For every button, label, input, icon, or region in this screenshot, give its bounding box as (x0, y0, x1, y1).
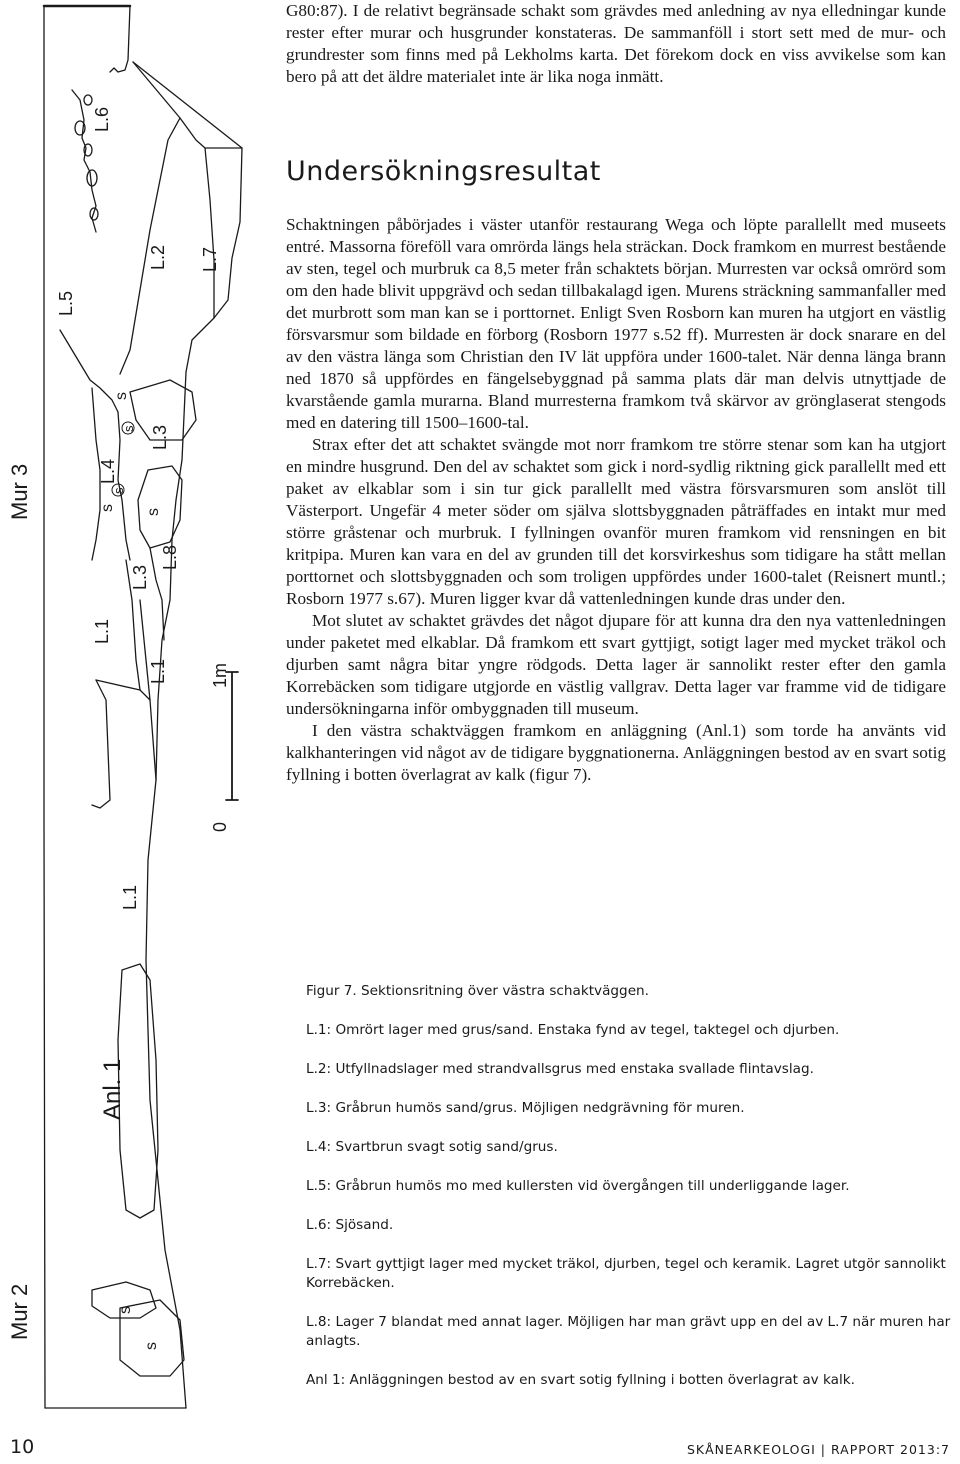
drawing-label-mur3: Mur 3 (7, 463, 32, 520)
body-text (286, 214, 946, 786)
drawing-label-mur2: Mur 2 (7, 1283, 32, 1340)
section-drawing (0, 0, 270, 1420)
legend-item: L.8: Lager 7 blandat med annat lager. Möjligen har man grävt upp en del av L.7 när muren har anlagts. (306, 1314, 951, 1349)
stone-label: s (121, 425, 136, 432)
wall-lower (92, 680, 110, 808)
paragraph: Strax efter det att schaktet svängde mot norr framkom tre större stenar som kan ha utgjort en mindre husgrund. Den del av schaktet som gick i nord-sydlig riktning gick parallellt med ett paket av elkablar som i sin tur gick parallellt med västra försvarsmuren som anslöt till Västerport. Ungefär 4 meter söder om själva slottsbyggnaden påträffades en intakt mur med större gråstenar och murbruk. I fyllningen ovanför muren framkom vid rensningen en bit kritpipa. Muren kan vara en del av grunden till det korsvirkeshus som tidigare ha stått mellan porttornet och slottsbyggnaden och som troligen uppfördes under 1600-talet (Reisnert muntl.; Rosborn 1977 s.67). Muren ligger kvar då vattenledningen kunde dras under den. (286, 435, 946, 608)
figure-caption-title: Figur 7. Sektionsritning över västra schaktväggen. (306, 983, 649, 999)
stone-label: s (113, 392, 130, 400)
section-heading: Undersökningsresultat (286, 156, 601, 187)
legend-item: L.5: Gråbrun humös mo med kullersten vid övergången till underliggande lager. (306, 1178, 850, 1194)
paragraph: Schaktningen påbörjades i väster utanför restaurang Wega och löpte parallellt med museets entré. Massorna föreföll vara omrörda längs hela sträckan. Dock framkom en murrest bestående av sten, tegel och murbruk ca 8,5 meter från schaktets början. Murresten var också omrörd som om den hade blivit uppgrävd och sedan tillbakalagd igen. Murens sträckning sammanfaller med det murbrott som man kan se i porttornet. Enligt Sven Rosborn kan muren ha utgjort en västlig försvarsmur som bildade en förborg (Rosborn 1977 s.52 ff). Murresten är dock snarare en del av den västra länga som Christian den IV lät uppföra under 1600-talet. När denna länga brann ned 1870 så uppfördes en fängelsebyggnad på samma plats där man delvis utnyttjade de kvarstående gamla murarna. Bland murresterna framkom två skärvor av grönglaserat stengods med en datering till 1500–1600-tal. (286, 215, 946, 432)
stone-label: s (143, 1342, 160, 1350)
scale-bar (226, 672, 238, 800)
scale-label-1m: 1m (210, 662, 230, 688)
layer-line-l5 (60, 330, 118, 412)
stone-label: s (117, 1306, 134, 1314)
layer-line-l3b (140, 600, 150, 700)
section-left-edge (44, 6, 45, 1408)
legend-item: L.4: Svartbrun svagt sotig sand/grus. (306, 1139, 558, 1155)
layer-line-l1 (96, 680, 156, 780)
drawing-label-l3-lower: L.3 (130, 564, 150, 590)
legend-item: L.3: Gråbrun humös sand/grus. Möjligen nedgrävning för muren. (306, 1100, 745, 1116)
legend-item: L.2: Utfyllnadslager med strandvallsgrus med enstaka svallade flintavslag. (306, 1061, 814, 1077)
footer-publication: SKÅNEARKEOLOGI | RAPPORT 2013:7 (687, 1442, 950, 1457)
drawing-label-l7: L.7 (200, 246, 220, 272)
layer-line-l7 (205, 148, 214, 318)
legend-item: L.7: Svart gyttjigt lager med mycket träkol, djurben, tegel och keramik. Lagret utgör sannolikt Korrebäcken. (306, 1256, 946, 1291)
layer-line-l6 (110, 6, 130, 72)
drawing-label-l1-mid: L.1 (92, 618, 112, 644)
drawing-label-l8: L.8 (160, 544, 180, 570)
page-footer (0, 1420, 960, 1464)
drawing-label-l2: L.2 (148, 244, 168, 270)
paragraph: Mot slutet av schaktet grävdes det något djupare för att kunna dra den nya vattenledningen under paketet med elkablar. Då framkom ett svart gyttjigt, sotigt lager med mycket träkol och djurben samt några bitar yngre rödgods. Detta lager är sannolikt rester efter den gamla Korrebäcken som tidigare utgjorde en västlig vallgrav. Detta lager var framme vid de tidigare undersökningarna inför ombyggnaden till museum. (286, 611, 946, 718)
scale-label-0: 0 (210, 821, 230, 832)
page-number: 10 (10, 1436, 35, 1458)
intro-paragraph: G80:87). I de relativt begränsade schakt som grävdes med anledning av nya elledningar kunde rester efter murar och husgrunder konstateras. De sammanföll i stort sett med de mur- och grundrester som finns med på Lekholms karta. Det förekom dock en viss avvikelse som kan bero på att det äldre materialet inte är lika noga inmätt. (286, 1, 946, 86)
stone-label: s (99, 504, 116, 512)
drawing-label-l1-lower: L.1 (120, 884, 140, 910)
drawing-label-l1-right: L.1 (148, 658, 168, 684)
drawing-label-l6: L.6 (92, 106, 112, 132)
paragraph: I den västra schaktväggen framkom en anläggning (Anl.1) som torde ha använts vid kalkhanteringen vid något av de tidigare byggnationerna. Anläggningen bestod av en svart sotig fyllning i botten överlagrat av kalk (figur 7). (286, 721, 946, 784)
drawing-label-l5: L.5 (56, 290, 76, 316)
stone-label: s (111, 487, 126, 494)
drawing-label-anl1: Anl. 1 (99, 1058, 126, 1120)
stone-label: s (145, 508, 162, 516)
drawing-label-l4: L.4 (98, 458, 118, 484)
legend-item: Anl 1: Anläggningen bestod av en svart sotig fyllning i botten överlagrat av kalk. (306, 1372, 855, 1388)
figure-captions (306, 982, 958, 1410)
legend-item: L.1: Omrört lager med grus/sand. Enstaka fynd av tegel, taktegel och djurben. (306, 1022, 840, 1038)
drawing-label-l3-upper: L.3 (150, 424, 170, 450)
legend-item: L.6: Sjösand. (306, 1217, 394, 1233)
